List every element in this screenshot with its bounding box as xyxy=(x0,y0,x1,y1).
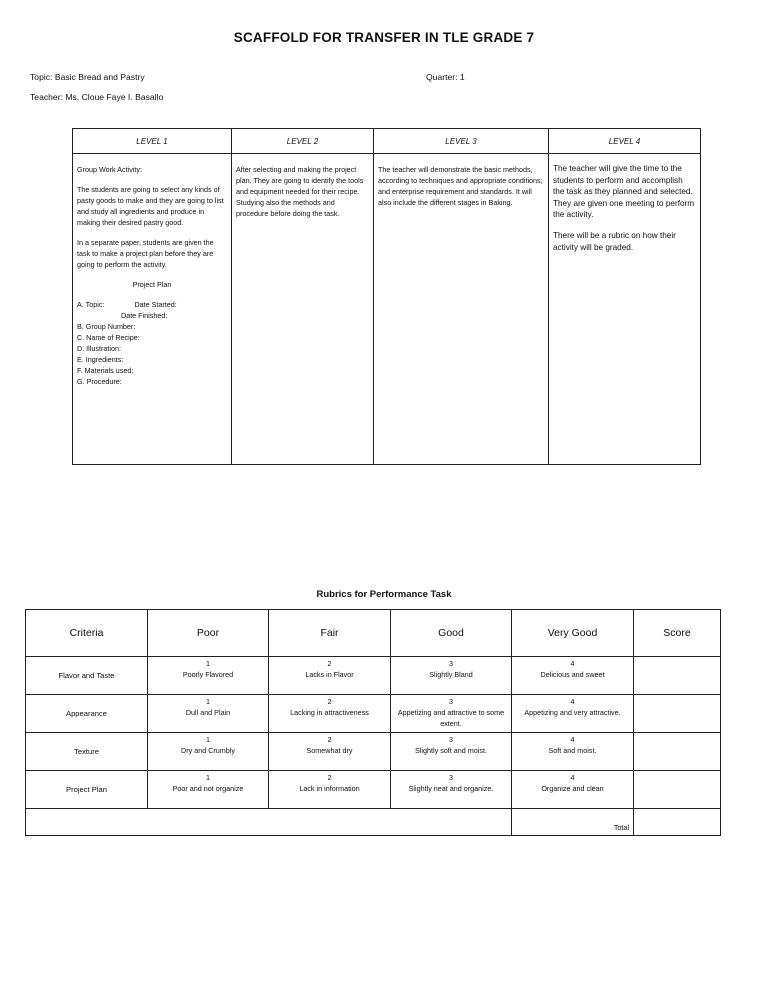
level-2-cell xyxy=(232,154,374,465)
very-good-cell: 4 Organize and clean xyxy=(512,771,634,809)
fair-cell: 2 Somewhat dry xyxy=(269,733,391,771)
good-cell: 3 Appetizing and attractive to some extent. xyxy=(391,695,512,733)
level-3-cell xyxy=(374,154,549,465)
level-4-cell xyxy=(549,154,701,465)
quarter-line: Quarter: 1 xyxy=(426,72,465,82)
plan-illustration: D. Illustration: xyxy=(77,344,121,353)
teacher-line: Teacher: Ms. Cloue Faye I. Basallo xyxy=(30,92,164,102)
fair-cell: 2 Lacks in Flavor xyxy=(269,657,391,695)
total-label: Total xyxy=(512,809,634,836)
table-row xyxy=(26,695,721,733)
table-row xyxy=(26,771,721,809)
poor-cell: 1 Poorly Flavored xyxy=(148,657,269,695)
fair-cell: 2 Lack in information xyxy=(269,771,391,809)
header-very-good: Very Good xyxy=(512,610,634,657)
fair-cell: 2 Lacking in attractiveness xyxy=(269,695,391,733)
level-1-description: The students are going to select any kinds of pasty goods to make and they are going to list and study all ingredients and produce in making their desired pastry good. xyxy=(77,185,224,227)
project-plan-title: Project Plan xyxy=(132,280,172,289)
plan-procedure: G. Procedure: xyxy=(77,377,122,386)
poor-cell: 1 Dull and Plain xyxy=(148,695,269,733)
header-fair: Fair xyxy=(269,610,391,657)
criteria-cell: Texture xyxy=(26,733,148,771)
header-poor: Poor xyxy=(148,610,269,657)
document-title: SCAFFOLD FOR TRANSFER IN TLE GRADE 7 xyxy=(233,30,535,45)
plan-materials: F. Materials used: xyxy=(77,366,134,375)
good-cell: 3 Slightly Bland xyxy=(391,657,512,695)
very-good-cell: 4 Delicious and sweet xyxy=(512,657,634,695)
poor-cell: 1 Poor and not organize xyxy=(148,771,269,809)
poor-cell: 1 Dry and Crumbly xyxy=(148,733,269,771)
rubric-table xyxy=(25,609,721,836)
level-3-text: The teacher will demonstrate the basic methods, according to techniques and appropriate conditions; and enterprise requirement and standards. It will also include the different stages in Baking. xyxy=(378,165,543,207)
topic-line: Topic: Basic Bread and Pastry xyxy=(30,72,145,82)
project-plan-topic xyxy=(77,299,227,310)
plan-date-started: Date Started: xyxy=(134,300,177,309)
criteria-cell: Appearance xyxy=(26,695,148,733)
scaffold-table xyxy=(72,128,701,465)
header-score: Score xyxy=(634,610,721,657)
plan-recipe-name: C. Name of Recipe: xyxy=(77,333,140,342)
plan-date-finished: Date Finished: xyxy=(121,311,168,320)
level-1-cell xyxy=(73,154,232,465)
criteria-cell: Project Plan xyxy=(26,771,148,809)
rubric-title: Rubrics for Performance Task xyxy=(316,589,452,600)
good-cell: 3 Slightly soft and moist. xyxy=(391,733,512,771)
level-1-instructions: In a separate paper, students are given the task to make a project plan before they are going to perform the activity. xyxy=(77,238,214,269)
level-2-header: LEVEL 2 xyxy=(232,129,374,154)
level-3-header: LEVEL 3 xyxy=(374,129,549,154)
score-cell[interactable] xyxy=(634,695,721,733)
level-1-header: LEVEL 1 xyxy=(73,129,232,154)
good-cell: 3 Slightly neat and organize. xyxy=(391,771,512,809)
plan-ingredients: E. Ingredients: xyxy=(77,355,124,364)
very-good-cell: 4 Appetizing and very attractive. xyxy=(512,695,634,733)
level-2-text: After selecting and making the project plan. They are going to identify the tools and equipment needed for their recipe. Studying also the methods and procedure before doing the task. xyxy=(236,165,364,218)
score-cell[interactable] xyxy=(634,657,721,695)
plan-group-number: B. Group Number: xyxy=(77,322,136,331)
table-row xyxy=(26,733,721,771)
criteria-cell: Flavor and Taste xyxy=(26,657,148,695)
score-cell[interactable] xyxy=(634,733,721,771)
header-good: Good xyxy=(391,610,512,657)
total-score-cell[interactable] xyxy=(634,809,721,836)
very-good-cell: 4 Soft and moist. xyxy=(512,733,634,771)
total-row xyxy=(26,809,721,836)
level-1-heading: Group Work Activity: xyxy=(77,165,142,174)
header-criteria: Criteria xyxy=(26,610,148,657)
score-cell[interactable] xyxy=(634,771,721,809)
plan-topic-label: A. Topic: xyxy=(77,300,105,309)
level-4-text: The teacher will give the time to the students to perform and accomplish the task as they planned and selected. They are given one meeting to perform the activity. xyxy=(553,164,695,220)
level-4-rubric-note: There will be a rubric on how their activity will be graded. xyxy=(553,230,676,252)
level-4-header: LEVEL 4 xyxy=(549,129,701,154)
table-row xyxy=(26,657,721,695)
